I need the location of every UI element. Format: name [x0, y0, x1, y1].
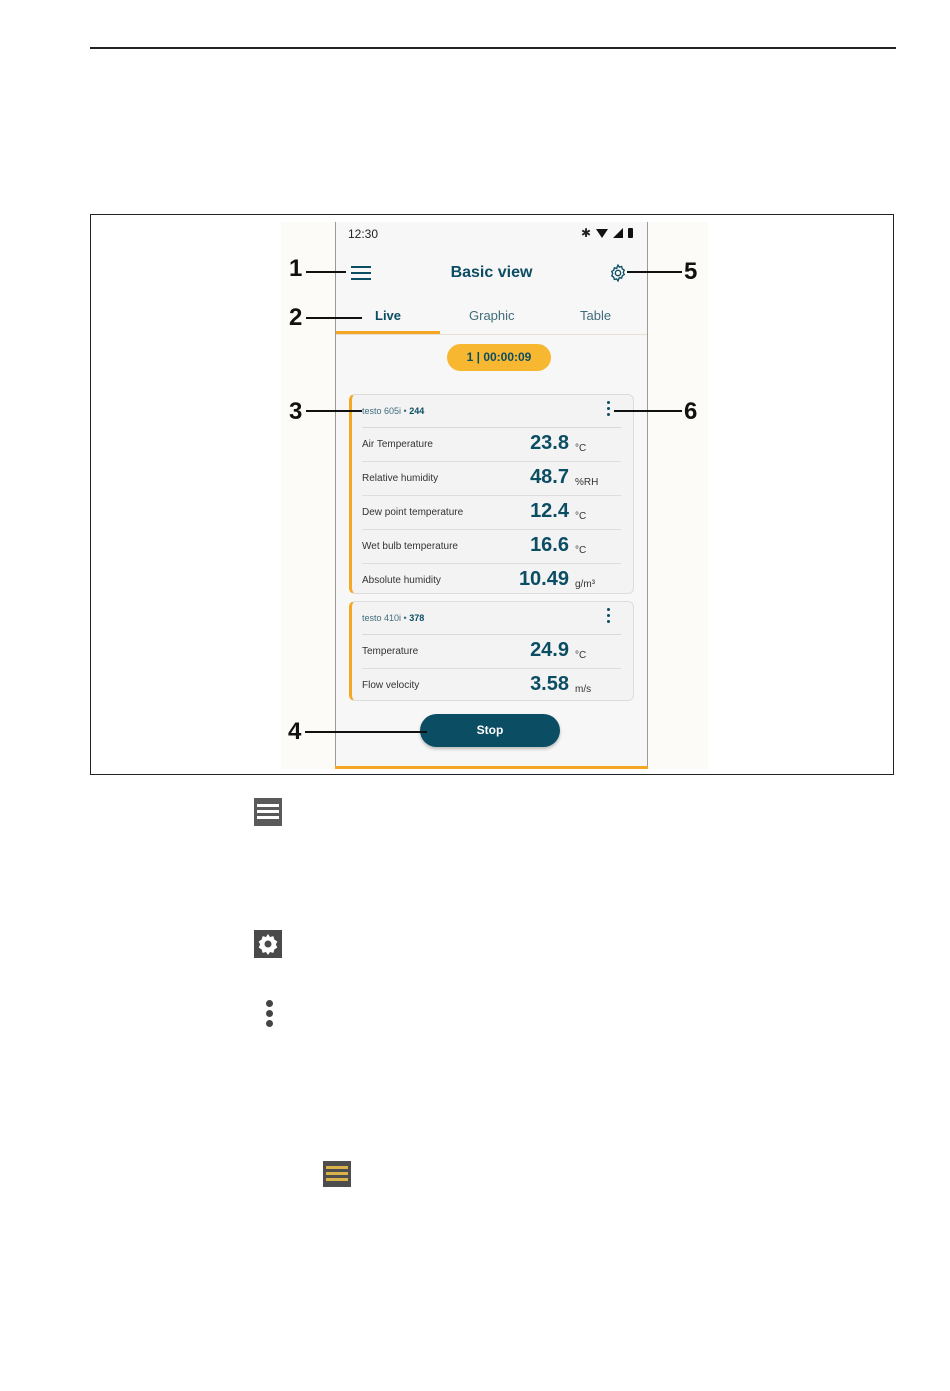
probe-card-header	[362, 602, 621, 635]
callout-line	[306, 271, 346, 273]
active-tab-indicator	[336, 331, 440, 334]
status-icons	[581, 226, 633, 240]
reading-row	[362, 530, 621, 564]
menu-icon	[254, 798, 282, 826]
reading-label: Relative humidity	[362, 473, 439, 484]
phone-screen	[335, 222, 648, 769]
reading-label: Wet bulb temperature	[362, 541, 458, 552]
reading-value: 48.7	[530, 466, 569, 488]
probe-name: testo 410i • 378	[362, 613, 425, 623]
tab-graphic[interactable]: Graphic	[469, 308, 515, 323]
reading-value: 3.58	[530, 673, 569, 695]
callout-number: 2	[289, 304, 303, 331]
reading-unit: g/m³	[575, 579, 595, 590]
more-vertical-icon[interactable]	[605, 401, 611, 419]
gear-icon	[254, 930, 282, 958]
reading-value: 24.9	[530, 639, 569, 661]
callout-number: 5	[684, 258, 698, 285]
more-vertical-icon	[266, 1000, 274, 1026]
reading-row	[362, 496, 621, 530]
signal-icon	[613, 228, 623, 238]
reading-unit: °C	[575, 443, 587, 454]
reading-value: 12.4	[530, 500, 569, 522]
reading-value: 23.8	[530, 432, 569, 454]
status-bar	[336, 222, 647, 246]
page-top-rule	[90, 47, 896, 49]
phone-bottom-accent	[335, 766, 648, 769]
tab-live[interactable]: Live	[375, 308, 402, 323]
reading-row	[362, 635, 621, 669]
status-time: 12:30	[348, 227, 379, 241]
callout-line	[627, 271, 682, 273]
reading-unit: °C	[575, 545, 587, 556]
probe-name: testo 605i • 244	[362, 406, 425, 416]
callout-number: 1	[289, 255, 303, 282]
callout-number: 6	[684, 398, 698, 425]
reading-row	[362, 669, 621, 702]
callout-line	[614, 410, 682, 412]
tab-bar	[336, 300, 647, 335]
tab-table[interactable]: Table	[580, 308, 612, 323]
bluetooth-icon: ✱	[580, 226, 591, 240]
battery-icon	[628, 228, 633, 238]
gear-icon[interactable]	[608, 263, 628, 283]
reading-value: 10.49	[518, 568, 569, 590]
reading-unit: %RH	[575, 477, 599, 488]
reading-label: Dew point temperature	[362, 507, 464, 518]
probe-card	[349, 601, 634, 701]
reading-row	[362, 564, 621, 597]
reading-unit: m/s	[575, 684, 592, 695]
wifi-icon	[596, 229, 608, 238]
callout-line	[305, 731, 427, 733]
app-bar	[336, 252, 647, 292]
reading-unit: °C	[575, 650, 587, 661]
list-icon	[323, 1161, 351, 1187]
reading-label: Air Temperature	[362, 439, 433, 450]
reading-label: Temperature	[362, 646, 419, 657]
callout-number: 4	[288, 718, 302, 745]
reading-unit: °C	[575, 511, 587, 522]
page-title: Basic view	[450, 264, 533, 281]
probe-card	[349, 394, 634, 594]
reading-label: Absolute humidity	[362, 575, 441, 586]
reading-row	[362, 462, 621, 496]
reading-value: 16.6	[530, 534, 569, 556]
stop-button[interactable]: Stop	[420, 714, 560, 747]
more-vertical-icon[interactable]	[605, 608, 611, 626]
callout-line	[306, 317, 362, 319]
reading-row	[362, 428, 621, 462]
probe-card-header	[362, 395, 621, 428]
measurement-timer-badge: 1 | 00:00:09	[447, 344, 551, 371]
phone-shadow-right	[648, 222, 708, 769]
callout-number: 3	[289, 398, 303, 425]
reading-label: Flow velocity	[362, 680, 420, 691]
callout-line	[306, 410, 362, 412]
